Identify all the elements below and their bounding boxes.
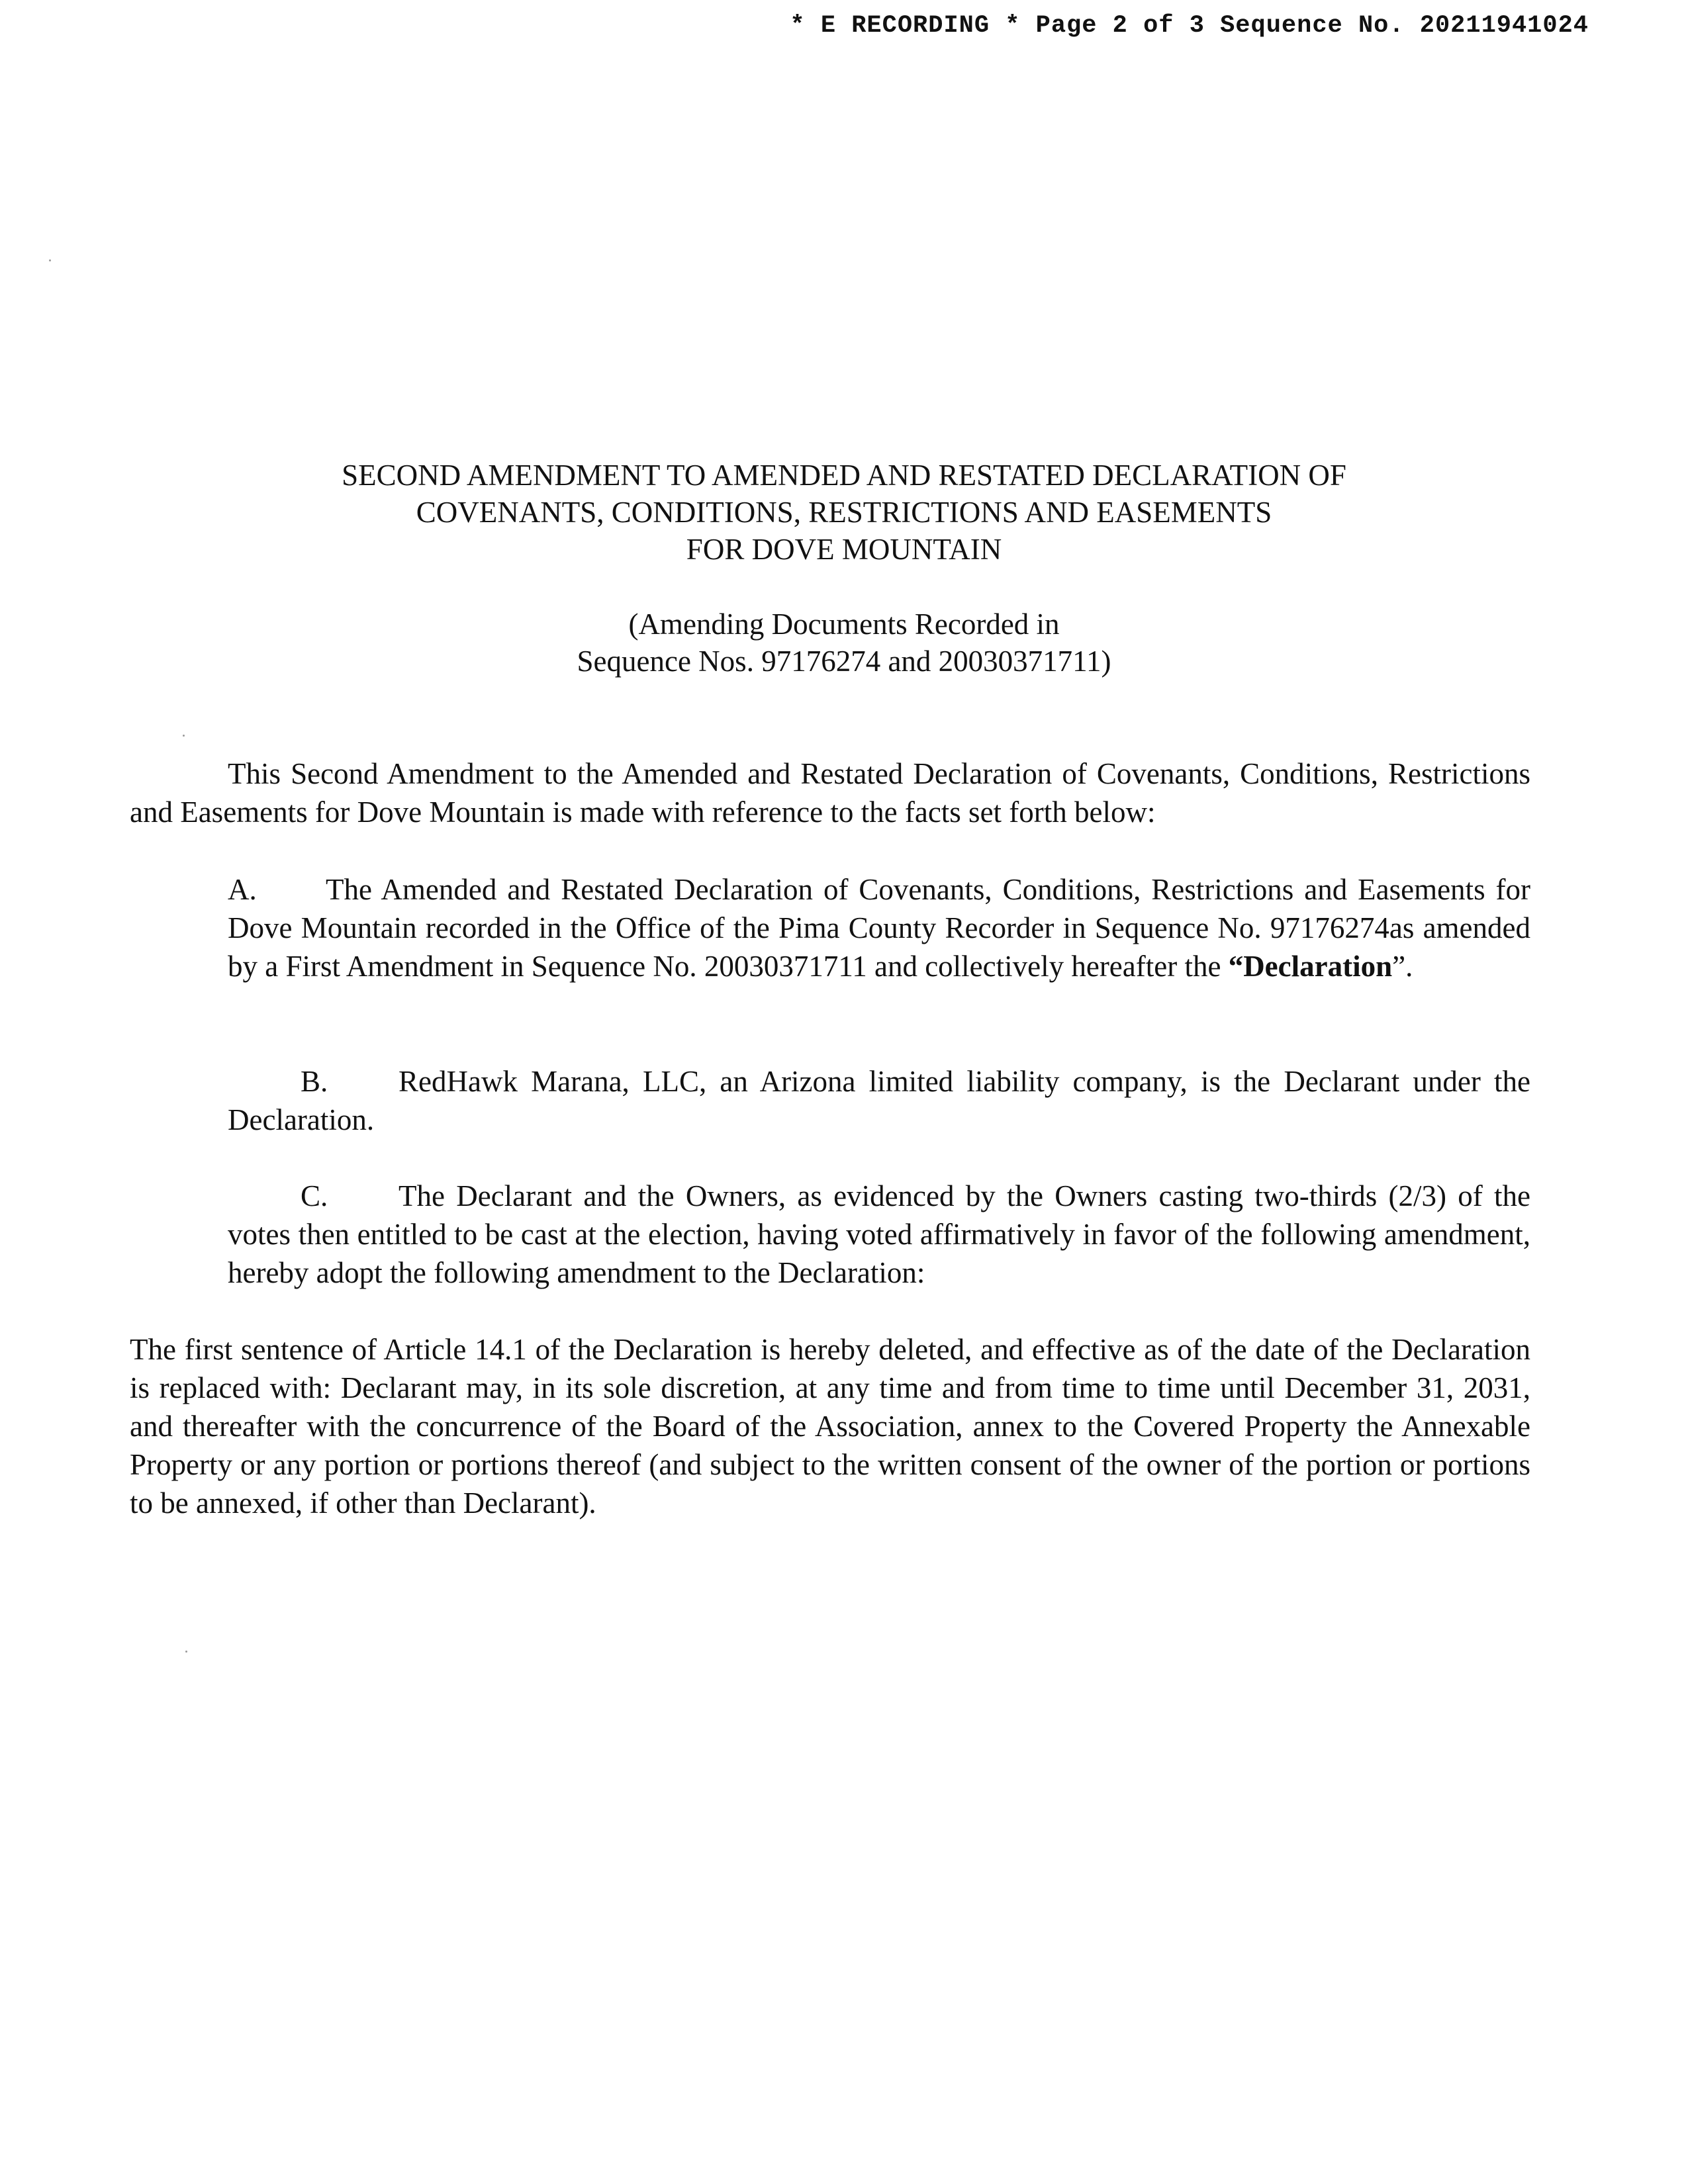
recital-c-text: The Declarant and the Owners, as evidenced by the Owners casting two-thirds (2/3) of the votes then entitled to be cast at the election, having voted affirmatively in favor of the following amendment, hereby adopt the following amendment to the Declaration:: [228, 1179, 1530, 1289]
amendment-paragraph: The first sentence of Article 14.1 of the Declaration is hereby deleted, and effective as of the date of the Declaration is replaced with: Declarant may, in its sole discretion, at any time and from time to time until December 31, 2031, and thereafter with the concurrence of the Board of the Association, annex to the Covered Property the Annexable Property or any portion or portions thereof (and subject to the written consent of the owner of the portion or portions to be annexed, if other than Declarant).: [130, 1333, 1530, 1520]
recital-a-defined-term: “Declaration: [1228, 950, 1393, 983]
scan-speck: [183, 735, 185, 737]
recital-a-label: A.: [228, 873, 257, 906]
scan-speck: [49, 259, 51, 261]
recital-a: [228, 870, 1530, 985]
document-subtitle: [0, 606, 1688, 680]
subtitle-line-1: (Amending Documents Recorded in: [628, 608, 1060, 641]
scan-speck: [185, 1651, 187, 1653]
recital-c: [228, 1177, 1530, 1292]
document-title: [0, 457, 1688, 568]
title-line-3: FOR DOVE MOUNTAIN: [686, 533, 1002, 566]
recording-stamp: * E RECORDING * Page 2 of 3 Sequence No. 20211941024: [790, 12, 1589, 40]
subtitle-line-2: Sequence Nos. 97176274 and 20030371711): [577, 645, 1111, 678]
recital-b: [228, 1062, 1530, 1139]
recital-b-label: B.: [301, 1065, 328, 1098]
title-line-2: COVENANTS, CONDITIONS, RESTRICTIONS AND EASEMENTS: [416, 496, 1272, 529]
recital-a-text: The Amended and Restated Declaration of Covenants, Conditions, Restrictions and Easements for Dove Mountain recorded in the Office of the Pima County Recorder in Sequence No. 97176274as amended by a First Amendment in Sequence No. 20030371711 and collectively hereafter the: [228, 873, 1530, 983]
recital-c-label: C.: [301, 1179, 328, 1212]
recital-b-text: RedHawk Marana, LLC, an Arizona limited liability company, is the Declarant under the Declaration.: [228, 1065, 1530, 1136]
recital-a-text-end: ”.: [1392, 950, 1413, 983]
title-line-1: SECOND AMENDMENT TO AMENDED AND RESTATED DECLARATION OF: [342, 459, 1346, 492]
intro-paragraph: This Second Amendment to the Amended and Restated Declaration of Covenants, Conditions, Restrictions and Easements for Dove Mountain is made with reference to the facts set forth below:: [130, 757, 1530, 829]
